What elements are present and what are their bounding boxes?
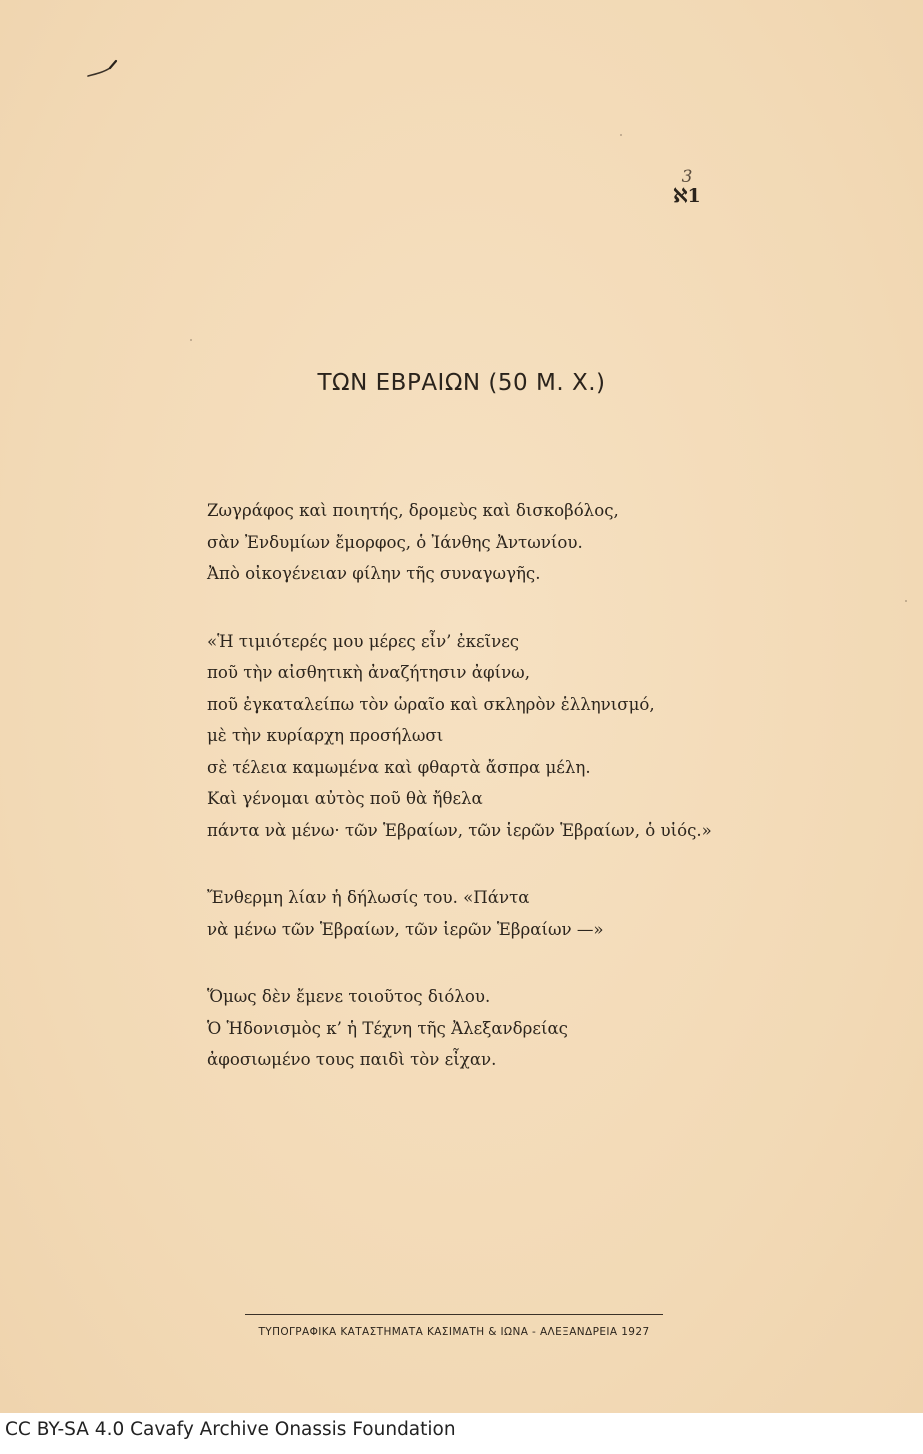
- poem-line: Ὁ Ἡδονισμὸς κ’ ἡ Τέχνη τῆς Ἀλεξανδρείας: [207, 1018, 568, 1038]
- poem-line: «Ἡ τιμιότερές μου μέρες εἶν’ ἐκεῖνες: [207, 631, 520, 651]
- stanza: [207, 882, 807, 945]
- printer-imprint: ΤΥΠΟΓΡΑΦΙΚΑ ΚΑΤΑΣΤΗΜΑΤΑ ΚΑΣΙΜΑΤΗ & ΙΩΝΑ - ΑΛΕΞΑΝΔΡΕΙΑ 1927: [258, 1326, 650, 1338]
- poem-line: σὰν Ἐνδυμίων ἔμορφος, ὁ Ἰάνθης Ἀντωνίου.: [207, 532, 583, 552]
- paper-speck: [190, 339, 192, 341]
- poem-body: [207, 495, 807, 1112]
- printed-signature-mark: ℵ1: [673, 185, 701, 207]
- pencil-mark-icon: [86, 58, 120, 80]
- stanza: [207, 981, 807, 1076]
- poem-line: μὲ τὴν κυρίαρχη προσήλωσι: [207, 726, 444, 745]
- footer-rule: [245, 1314, 663, 1315]
- poem-line: Ἀπὸ οἰκογένειαν φίλην τῆς συναγωγῆς.: [207, 564, 541, 583]
- page-number-mark: [672, 168, 702, 206]
- stanza: [207, 495, 807, 590]
- poem-line: σὲ τέλεια καμωμένα καὶ φθαρτὰ ἄσπρα μέλη.: [207, 757, 591, 777]
- poem-title: ΤΩΝ ΕΒΡΑΙΩΝ (50 Μ. Χ.): [317, 370, 606, 396]
- paper-speck: [905, 600, 907, 602]
- poem-line: Καὶ γένομαι αὐτὸς ποῦ θὰ ἤθελα: [207, 789, 483, 808]
- license-credit: CC BY-SA 4.0 Cavafy Archive Onassis Foundation: [5, 1419, 456, 1440]
- poem-line: πάντα νὰ μένω· τῶν Ἑβραίων, τῶν ἱερῶν Ἑβραίων, ὁ υἱός.»: [207, 820, 712, 840]
- poem-line: Ζωγράφος καὶ ποιητής, δρομεὺς καὶ δισκοβόλος,: [207, 501, 619, 520]
- stanza: [207, 626, 807, 847]
- paper-speck: [620, 134, 622, 136]
- poem-line: Ὅμως δὲν ἔμενε τοιοῦτος διόλου.: [207, 987, 491, 1006]
- poem-line: Ἔνθερμη λίαν ἡ δήλωσίς του. «Πάντα: [207, 888, 530, 907]
- handwritten-page-number: 3: [681, 167, 693, 187]
- poem-line: νὰ μένω τῶν Ἑβραίων, τῶν ἱερῶν Ἑβραίων —»: [207, 919, 604, 939]
- poem-line: ποῦ τὴν αἰσθητικὴ ἀναζήτησιν ἀφίνω,: [207, 663, 530, 682]
- poem-line: ποῦ ἐγκαταλείπω τὸν ὡραῖο καὶ σκληρὸν ἑλληνισμό,: [207, 694, 655, 714]
- poem-line: ἀφοσιωμένο τους παιδὶ τὸν εἶχαν.: [207, 1050, 497, 1069]
